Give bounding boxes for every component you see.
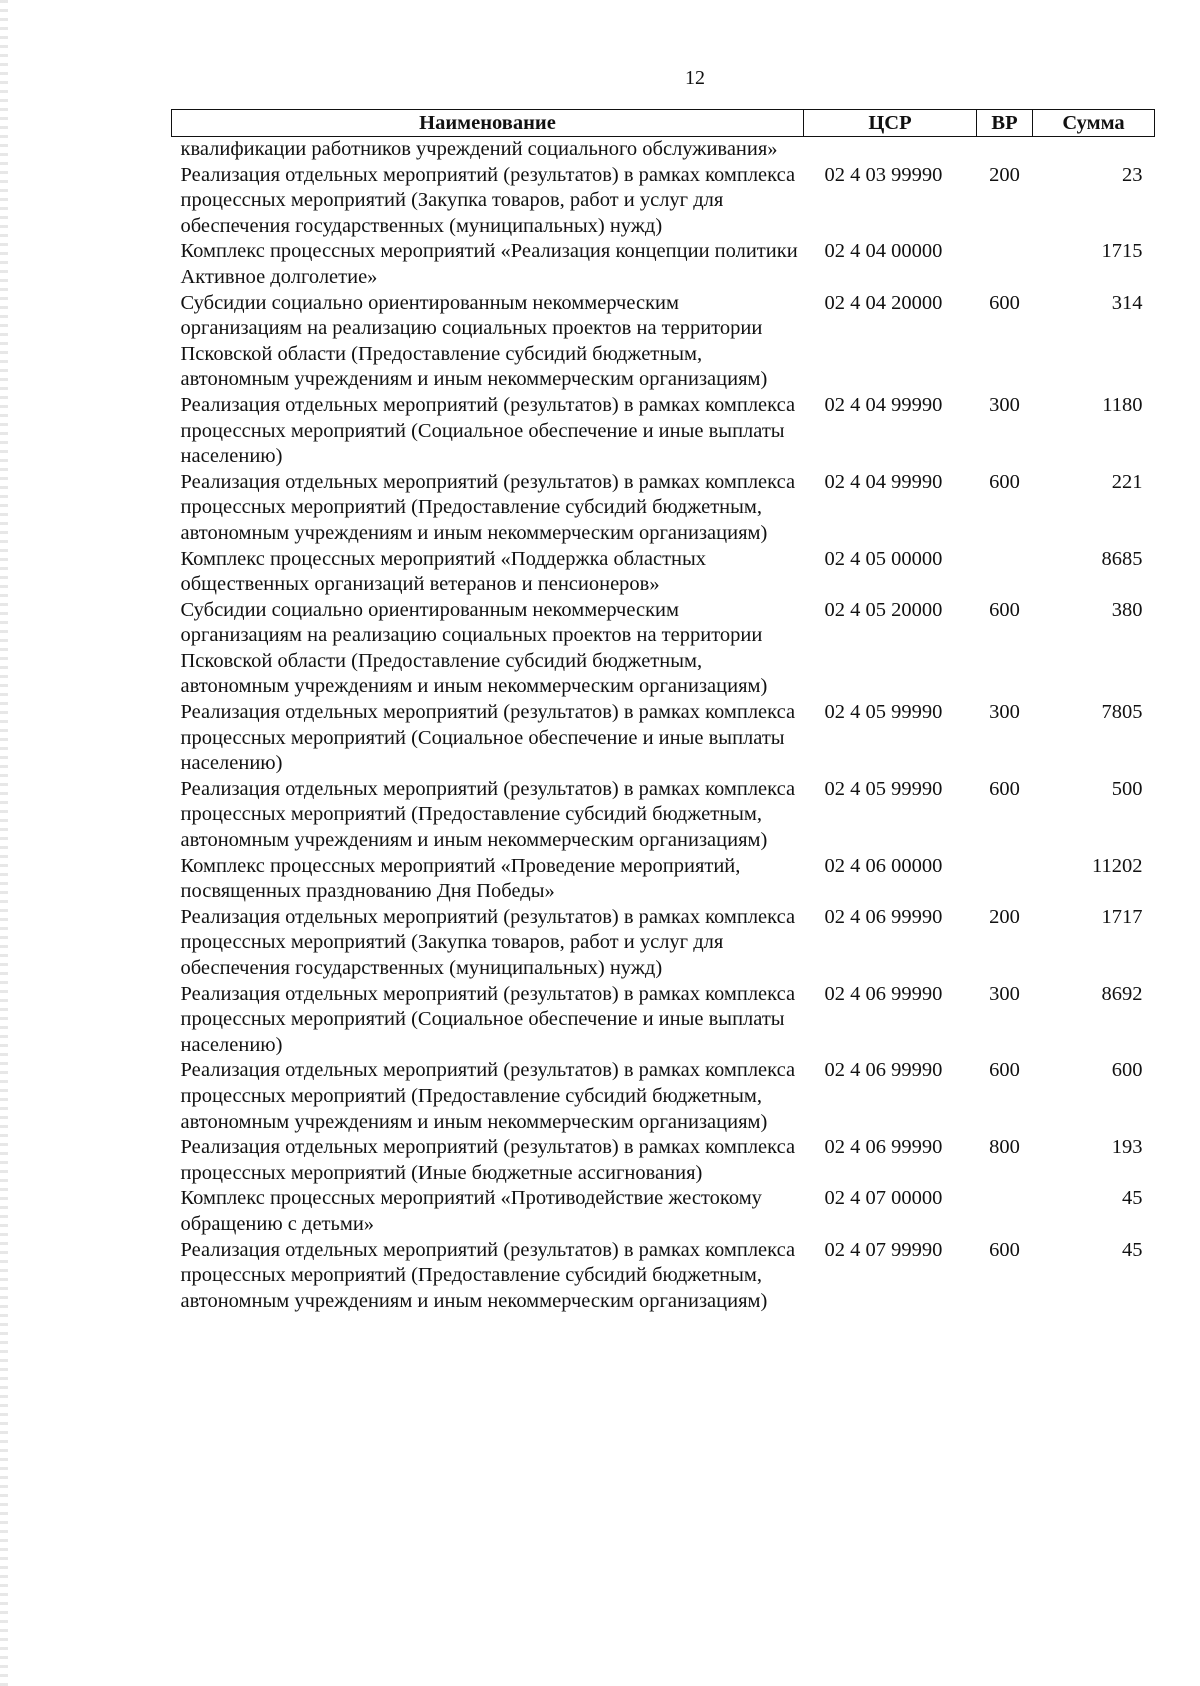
column-header-csr: ЦСР	[804, 110, 977, 137]
row-csr: 02 4 03 99990	[824, 163, 943, 186]
row-vr	[977, 547, 1033, 598]
row-name: Субсидии социально ориентированным некоммерческим организациям на реализацию социальных проектов на территории Псковской области (Предоставление субсидий бюджетным, автономным учреждениям и иным некоммерческим организациям)	[180, 291, 768, 391]
row-vr: 200	[989, 905, 1020, 928]
row-vr: 600	[989, 598, 1020, 621]
table-header	[172, 110, 1155, 137]
row-csr: 02 4 04 99990	[824, 393, 943, 416]
table-row	[172, 1238, 1155, 1315]
column-header-name: Наименование	[172, 110, 804, 137]
row-name: Реализация отдельных мероприятий (результатов) в рамках комплекса процессных мероприятий (Предоставление субсидий бюджетным, автономным учреждениям и иным некоммерческим организациям)	[180, 470, 796, 544]
table-row	[172, 470, 1155, 547]
row-name: Реализация отдельных мероприятий (результатов) в рамках комплекса процессных мероприятий (Социальное обеспечение и иные выплаты населению)	[180, 701, 796, 775]
header-row	[172, 110, 1155, 137]
row-vr: 300	[989, 701, 1020, 724]
row-csr: 02 4 05 00000	[824, 547, 943, 570]
table-row	[172, 777, 1155, 854]
row-name: Реализация отдельных мероприятий (результатов) в рамках комплекса процессных мероприятий (Иные бюджетные ассигнования)	[180, 1136, 796, 1184]
row-csr: 02 4 04 20000	[824, 291, 943, 314]
table-row	[172, 239, 1155, 290]
row-sum: 380	[1111, 598, 1143, 621]
row-csr: 02 4 05 99990	[824, 701, 943, 724]
row-sum: 314	[1111, 291, 1143, 314]
row-name: Реализация отдельных мероприятий (результатов) в рамках комплекса процессных мероприятий (Социальное обеспечение и иные выплаты населению)	[180, 982, 796, 1056]
row-vr: 600	[989, 777, 1020, 800]
row-name: Реализация отдельных мероприятий (результатов) в рамках комплекса процессных мероприятий (Закупка товаров, работ и услуг для обеспечения государственных (муниципальных) нужд)	[180, 905, 796, 979]
row-sum: 1715	[1101, 240, 1143, 263]
row-vr: 600	[989, 1238, 1020, 1261]
row-vr	[977, 1186, 1033, 1237]
row-sum: 500	[1111, 777, 1143, 800]
row-vr: 600	[989, 291, 1020, 314]
budget-table	[171, 109, 1155, 1314]
row-name: Комплекс процессных мероприятий «Противодействие жестокому обращению с детьми»	[180, 1187, 762, 1235]
row-csr: 02 4 04 00000	[824, 240, 943, 263]
row-vr	[977, 137, 1033, 163]
row-vr: 600	[989, 1059, 1020, 1082]
row-csr: 02 4 07 00000	[824, 1187, 943, 1210]
row-csr: 02 4 06 99990	[824, 905, 943, 928]
row-csr	[804, 137, 977, 163]
column-header-vr: ВР	[977, 110, 1033, 137]
row-sum: 45	[1122, 1187, 1143, 1210]
table-row	[172, 137, 1155, 163]
row-csr: 02 4 06 99990	[824, 1136, 943, 1159]
scan-edge-artifact	[0, 0, 8, 1686]
row-sum: 193	[1111, 1136, 1143, 1159]
table-row	[172, 598, 1155, 700]
table-row	[172, 1058, 1155, 1135]
row-sum: 221	[1111, 470, 1143, 493]
row-sum	[1033, 137, 1155, 163]
row-name: Субсидии социально ориентированным некоммерческим организациям на реализацию социальных проектов на территории Псковской области (Предоставление субсидий бюджетным, автономным учреждениям и иным некоммерческим организациям)	[180, 598, 768, 698]
row-sum: 8692	[1101, 982, 1143, 1005]
table-row	[172, 163, 1155, 240]
row-name: Реализация отдельных мероприятий (результатов) в рамках комплекса процессных мероприятий (Предоставление субсидий бюджетным, автономным учреждениям и иным некоммерческим организациям)	[180, 1238, 796, 1312]
table-row	[172, 905, 1155, 982]
row-sum: 600	[1111, 1059, 1143, 1082]
row-csr: 02 4 05 20000	[824, 598, 943, 621]
row-sum: 7805	[1101, 701, 1143, 724]
row-name: Реализация отдельных мероприятий (результатов) в рамках комплекса процессных мероприятий (Предоставление субсидий бюджетным, автономным учреждениям и иным некоммерческим организациям)	[180, 1059, 796, 1133]
row-sum: 11202	[1092, 854, 1143, 877]
row-vr	[977, 239, 1033, 290]
row-vr: 600	[989, 470, 1020, 493]
table-body	[172, 137, 1155, 1315]
row-name: Комплекс процессных мероприятий «Проведение мероприятий, посвященных празднованию Дня Победы»	[180, 854, 741, 903]
row-vr: 300	[989, 982, 1020, 1005]
row-csr: 02 4 06 99990	[824, 982, 943, 1005]
row-name: Реализация отдельных мероприятий (результатов) в рамках комплекса процессных мероприятий (Закупка товаров, работ и услуг для обеспечения государственных (муниципальных) нужд)	[180, 163, 796, 237]
column-header-sum: Сумма	[1033, 110, 1155, 137]
table-row	[172, 547, 1155, 598]
row-name: Комплекс процессных мероприятий «Поддержка областных общественных организаций ветеранов и пенсионеров»	[180, 547, 707, 596]
row-vr: 200	[989, 163, 1020, 186]
row-csr: 02 4 06 99990	[824, 1059, 943, 1082]
table-row	[172, 854, 1155, 905]
row-sum: 23	[1122, 163, 1143, 186]
row-name: Комплекс процессных мероприятий «Реализация концепции политики Активное долголетие»	[180, 240, 798, 288]
row-vr: 300	[989, 393, 1020, 416]
row-sum: 45	[1122, 1238, 1143, 1261]
row-vr	[977, 854, 1033, 905]
page-number: 12	[685, 67, 705, 89]
row-csr: 02 4 04 99990	[824, 470, 943, 493]
row-sum: 8685	[1101, 547, 1143, 570]
table-row	[172, 393, 1155, 470]
table-row	[172, 1135, 1155, 1186]
table-row	[172, 982, 1155, 1059]
row-sum: 1717	[1101, 905, 1143, 928]
table-row	[172, 1186, 1155, 1237]
row-name: Реализация отдельных мероприятий (результатов) в рамках комплекса процессных мероприятий (Предоставление субсидий бюджетным, автономным учреждениям и иным некоммерческим организациям)	[180, 777, 796, 852]
row-vr: 800	[989, 1136, 1020, 1159]
row-csr: 02 4 06 00000	[824, 854, 943, 877]
row-csr: 02 4 05 99990	[824, 777, 943, 800]
table-row	[172, 700, 1155, 777]
row-name: Реализация отдельных мероприятий (результатов) в рамках комплекса процессных мероприятий (Социальное обеспечение и иные выплаты населению)	[180, 393, 796, 468]
row-sum: 1180	[1102, 393, 1143, 416]
row-csr: 02 4 07 99990	[824, 1238, 943, 1261]
row-name: квалификации работников учреждений социального обслуживания»	[180, 138, 778, 160]
table-row	[172, 291, 1155, 393]
